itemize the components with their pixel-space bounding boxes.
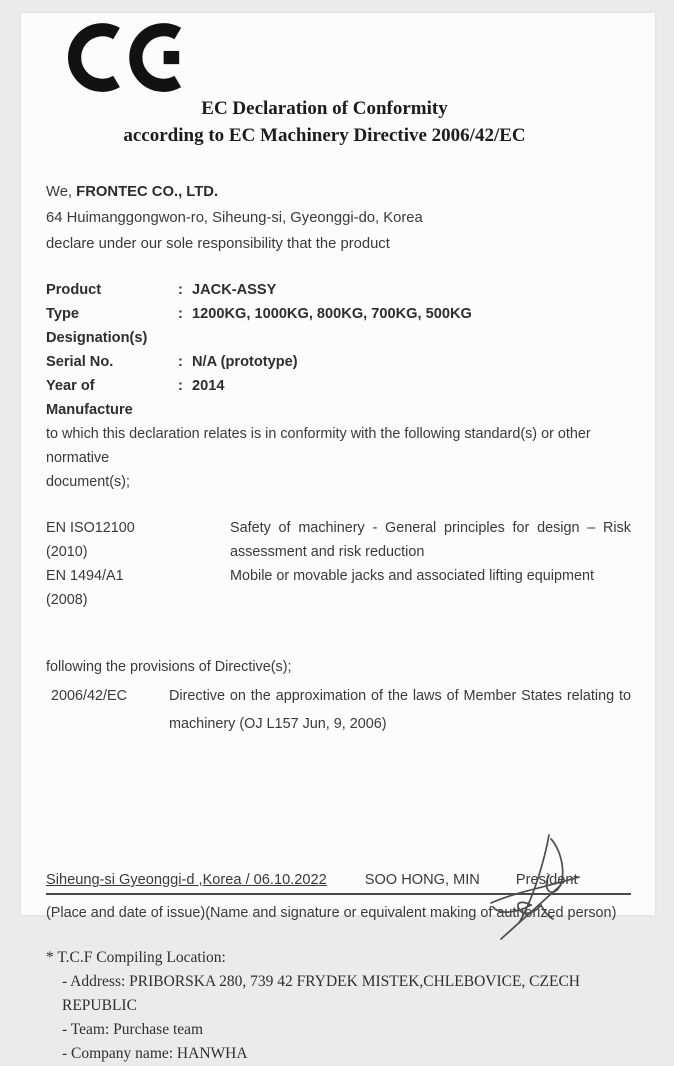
colon: : [178, 354, 183, 370]
tcf-address: - Address: PRIBORSKA 280, 739 42 FRYDEK MISTEK,CHLEBOVICE, CZECH REPUBLIC [62, 973, 580, 1014]
type-designation-value: 1200KG, 1000KG, 800KG, 700KG, 500KG [192, 306, 472, 322]
tcf-heading: * T.C.F Compiling Location: [46, 949, 226, 966]
signature-section [46, 774, 631, 925]
signer-role: President [515, 872, 578, 888]
company-address: 64 Huimanggongwon-ro, Siheung-si, Gyeonggi-do, Korea [46, 210, 423, 226]
handwritten-signature [483, 829, 587, 941]
standard-description: Mobile or movable jacks and associated lifting equipment [230, 568, 594, 584]
standard-row-en-iso12100 [46, 516, 631, 564]
standard-code-column [46, 564, 230, 612]
directives-section [46, 655, 631, 738]
declaration-document [21, 13, 655, 1062]
year-value: 2014 [192, 378, 225, 394]
we-prefix: We, [46, 184, 77, 200]
product-label: Product [46, 282, 102, 298]
type-designation-label: Type Designation(s) [46, 306, 148, 346]
colon: : [178, 378, 183, 394]
directive-row [46, 682, 631, 738]
colon: : [178, 282, 183, 298]
year-of-manufacture-row [46, 374, 631, 422]
serial-no-row [46, 350, 631, 374]
title-line-2: according to EC Machinery Directive 2006/42/EC [123, 125, 526, 146]
standard-row-en-1494 [46, 564, 631, 612]
standard-code: EN ISO12100 [46, 520, 135, 536]
company-name: FRONTEC CO., LTD. [76, 184, 219, 200]
company-line [46, 179, 631, 205]
intro-section [46, 179, 631, 257]
declaration-statement: declare under our sole responsibility that the product [46, 236, 390, 252]
standard-year: (2008) [46, 592, 88, 608]
directives-heading: following the provisions of Directive(s); [46, 659, 292, 675]
standard-year: (2010) [46, 544, 88, 560]
tcf-section [46, 945, 631, 1066]
standards-list [46, 516, 631, 612]
conformity-note-line-2: document(s); [46, 474, 130, 490]
serial-no-value: N/A (prototype) [192, 354, 298, 370]
product-value: JACK-ASSY [192, 282, 277, 298]
title-line-1: EC Declaration of Conformity [201, 98, 448, 119]
colon: : [178, 306, 183, 322]
tcf-company: - Company name: HANWHA [62, 1045, 248, 1062]
standard-code-column [46, 516, 230, 564]
ce-mark-logo [68, 23, 182, 93]
serial-no-label: Serial No. [46, 354, 114, 370]
directive-code: 2006/42/EC [51, 688, 128, 704]
signature-caption: (Place and date of issue)(Name and signature or equivalent making of authorized person) [46, 905, 617, 921]
conformity-note [46, 422, 631, 494]
conformity-note-line-1: to which this declaration relates is in conformity with the following standard(s) or other normative [46, 426, 591, 466]
standard-description: Safety of machinery - General principles for design – Risk assessment and risk reduction [230, 520, 631, 560]
product-row [46, 278, 631, 302]
document-title [46, 95, 631, 149]
signer-name: SOO HONG, MIN [364, 872, 480, 888]
standard-code: EN 1494/A1 [46, 568, 124, 584]
type-designation-row [46, 302, 631, 350]
tcf-team: - Team: Purchase team [62, 1021, 204, 1038]
place-and-date: Siheung-si Gyeonggi-d ,Korea / 06.10.2022 [46, 872, 327, 888]
directive-description: Directive on the approximation of the laws of Member States relating to machinery (OJ L157 Jun, 9, 2006) [169, 688, 631, 732]
product-details [46, 278, 631, 422]
year-label: Year of Manufacture [46, 378, 133, 418]
